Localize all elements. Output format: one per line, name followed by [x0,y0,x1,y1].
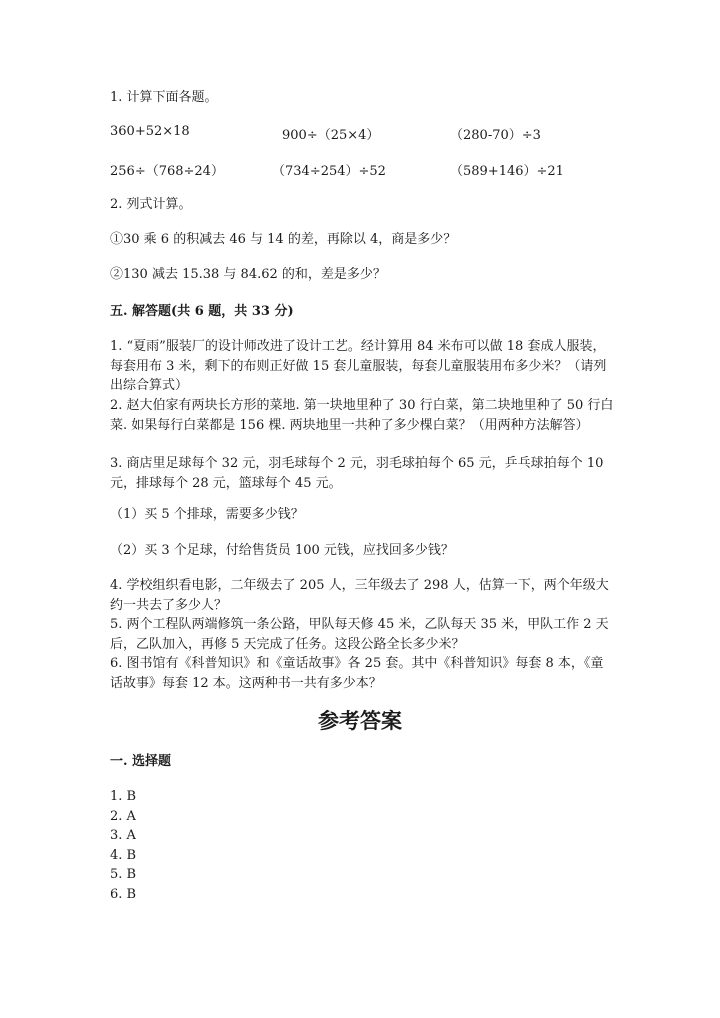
problem-3-part-2: （2）买 3 个足球，付给售货员 100 元钱，应找回多少钱？ [110,543,454,558]
q1-expr: （734÷254）÷52 [272,164,386,179]
problem-3: 3. 商店里足球每个 32 元，羽毛球每个 2 元，羽毛球拍每个 65 元，乒乓球拍每个 10 元，排球每个 28 元，篮球每个 45 元。 [110,456,604,491]
problem-3-part-1: （1）买 5 个排球，需要多少钱？ [110,507,304,522]
answers-list [110,787,136,904]
problem-5: 5. 两个工程队两端修筑一条公路，甲队每天修 45 米，乙队每天 35 米，甲队工作 2 天后，乙队加入，再修 5 天完成了任务。这段公路全长多少米？ [110,617,609,652]
answer-item: 2. A [110,808,136,824]
q1-expr: 360+52×18 [110,124,190,139]
q1-expr: （589+146）÷21 [450,164,564,179]
answer-item: 3. A [110,828,136,843]
q1-expr: 900÷（25×4） [282,128,380,143]
answer-item: 5. B [110,867,137,882]
q1-expr: （280-70）÷3 [450,128,541,143]
section-5-title: 五. 解答题(共 6 题，共 33 分) [110,304,294,319]
problem-2: 2. 赵大伯家有两块长方形的菜地. 第一块地里种了 30 行白菜，第二块地里种了 50 行白菜. 如果每行白菜都是 156 棵. 两块地里一共种了多少棵白菜？（用两种方法解答） [110,398,614,433]
answer-item: 4. B [110,847,137,863]
answers-subtitle: 一. 选择题 [110,754,172,769]
q1-expr: 256÷（768÷24） [110,164,224,179]
problem-1: 1. “夏雨”服装厂的设计师改进了设计工艺。经计算用 84 米布可以做 18 套成人服装，每套用布 3 米，剩下的布则正好做 15 套儿童服装，每套儿童服装用布多少米？（请列出综合算式） [110,339,607,393]
q2-item-1: ①30 乘 6 的积减去 46 与 14 的差，再除以 4，商是多少？ [110,232,457,247]
answers-title: 参考答案 [318,708,402,733]
answer-item: 6. B [110,886,137,902]
q2-title: 2. 列式计算。 [110,197,192,212]
q1-title: 1. 计算下面各题。 [110,90,218,105]
problem-4: 4. 学校组织看电影，二年级去了 205 人，三年级去了 298 人，估算一下，两个年级大约一共去了多少人？ [110,578,609,613]
q2-item-2: ②130 减去 15.38 与 84.62 的和，差是多少？ [110,267,386,282]
problem-6: 6. 图书馆有《科普知识》和《童话故事》各 25 套。其中《科普知识》每套 8 本，《童话故事》每套 12 本。这两种书一共有多少本？ [110,656,604,691]
answer-item: 1. B [110,789,137,804]
